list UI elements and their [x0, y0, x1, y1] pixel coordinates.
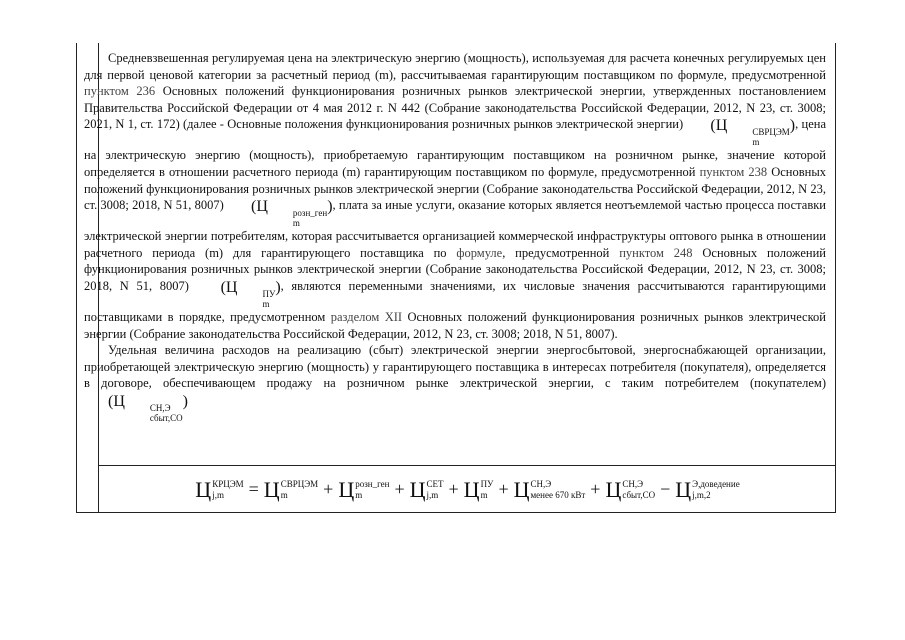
- text-segment: , плата за иные услуги, оказание которых является неотъемлемой частью процесса поставки электрической энергии потребителям, которая рассчитывается организацией коммерческой инфраструктуры оптового рынка в отношении расчетного периода (m) для гарантирующего поставщика по: [84, 198, 826, 260]
- link-punkt-236[interactable]: пунктом 236: [84, 84, 156, 99]
- symbol-sub: сбыт,СО: [149, 412, 183, 423]
- formula-sup: СЕТ: [426, 478, 444, 489]
- text-segment: , являются переменными значениями, их числовые значения рассчитываются гарантирующими поставщиками в порядке, предусмотренном: [84, 278, 826, 324]
- formula-minus: −: [660, 479, 671, 499]
- text-segment: , цена на электрическую энергию (мощность), приобретаемую гарантирующим поставщиком на розничном рынке, значение которой определяется в отношении расчетного периода (m) гарантирующим поставщиком по формуле, предусмотренной: [84, 117, 826, 179]
- formula-sub: сбыт,СО: [622, 489, 656, 500]
- formula-letter: Ц: [463, 476, 480, 502]
- text-segment: Основных положений функционирования розничных рынков электрической энергии (Собрание законодательства Российской Федерации, 2012, N 23, ст. 3008; 2018, N 51, 8007): [84, 164, 826, 213]
- paragraph-sales-costs: [84, 342, 826, 423]
- formula-sup: Э,доведение: [692, 478, 740, 489]
- text-segment: Основных положений функционирования розничных рынков электрической энергии (Собрание законодательства Российской Федерации, 2012, N 23, ст. 3008; 2018, N 51, 8007): [84, 245, 826, 293]
- symbol-pu: (Ц ПУ m ): [220, 278, 281, 309]
- link-razdel-xii[interactable]: разделом XII: [330, 309, 403, 324]
- text-segment: Основных положений функционирования розничных рынков электрической энергии, утвержденных постановлением Правительства Российской Федерации от 4 мая 2012 г. N 442 (Собрание законодательства Российской Федерации, 2012, N 23, ст. 3008; 2021, N 1, ст. 172) (далее - Основные положения функционирования розничных рынков электрической энергии): [84, 84, 826, 132]
- formula-letter: Ц: [263, 476, 280, 502]
- formula-sub: j,m: [426, 489, 439, 500]
- formula-sub: m: [480, 489, 488, 500]
- formula-sub: менее 670 кВт: [530, 489, 586, 500]
- formula-letter: Ц: [338, 476, 355, 502]
- formula-sup: СН,Э: [622, 478, 644, 489]
- symbol-sup: СВРЦЭМ: [752, 127, 790, 138]
- formula-term-3: [410, 477, 444, 503]
- formula-krcem: [99, 466, 836, 513]
- link-punkt-248[interactable]: пунктом 248: [619, 245, 693, 260]
- formula-sup: КРЦЭМ: [212, 478, 244, 489]
- formula-plus: +: [323, 479, 334, 499]
- symbol-svrcem: (Ц СВРЦЭМ m ): [710, 117, 796, 148]
- formula-lhs: [195, 477, 243, 503]
- symbol-letter: Ц: [715, 117, 728, 135]
- symbol-sup: СН,Э: [149, 402, 171, 413]
- symbol-sub: m: [752, 137, 760, 148]
- text-segment: Средневзвешенная регулируемая цена на электрическую энергию (мощность), используемая для расчета конечных регулируемых цен для первой ценовой категории за расчетный период (m), рассчитываемая гарантирующим поставщиком по формуле, предусмотренной: [84, 51, 826, 82]
- formula-term-7: [675, 477, 739, 503]
- text-segment: Основных положений функционирования розничных рынков электрической энергии (Собрание законодательства Российской Федерации, 2012, N 23, ст. 3008; 2018, N 51, 8007).: [84, 309, 826, 341]
- formula-sup: розн_ген: [355, 478, 390, 489]
- symbol-letter: Ц: [113, 392, 125, 410]
- formula-letter: Ц: [195, 476, 212, 502]
- formula-letter: Ц: [513, 476, 530, 502]
- formula-sub: m: [355, 489, 363, 500]
- formula-letter: Ц: [409, 476, 426, 502]
- symbol-sub: m: [262, 298, 270, 309]
- formula-term-6: [605, 477, 655, 503]
- formula-sup: ПУ: [480, 478, 494, 489]
- symbol-sub: m: [292, 218, 300, 229]
- symbol-sup: ПУ: [262, 288, 276, 299]
- symbol-rozn-gen: (Ц розн_ген m ): [251, 198, 333, 229]
- link-punkt-238[interactable]: пунктом 238: [699, 164, 768, 179]
- formula-sup: СН,Э: [530, 478, 552, 489]
- link-formula[interactable]: формуле: [456, 245, 503, 260]
- formula-sub: j,m,2: [692, 489, 711, 500]
- symbol-sup: розн_ген: [292, 208, 328, 219]
- formula-term-4: [464, 477, 494, 503]
- text-segment: Удельная величина расходов на реализацию (сбыт) электрической энергии энергосбытовой, энергоснабжающей организации, приобретающей электрическую энергию (мощность) у гарантирующего поставщика в интересах потребителя (покупателя), определяется в договоре, обеспечивающем продажу на розничном рынке электрической энергии, с таким потребителем (покупателем): [84, 343, 826, 391]
- formula-term-1: [264, 477, 318, 503]
- formula-term-2: [338, 477, 389, 503]
- formula-sup: СВРЦЭМ: [280, 478, 319, 489]
- formula-equals: =: [248, 479, 259, 499]
- formula-letter: Ц: [605, 476, 622, 502]
- symbol-letter: Ц: [256, 198, 268, 216]
- formula-term-5: [514, 477, 586, 503]
- formula-plus: +: [394, 479, 405, 499]
- symbol-letter: Ц: [225, 278, 238, 296]
- formula-letter: Ц: [675, 476, 692, 502]
- symbol-sbyt-so: (Ц СН,Э сбыт,СО ): [108, 392, 188, 423]
- formula-plus: +: [448, 479, 459, 499]
- formula-sub: j,m: [212, 489, 224, 500]
- formula-sub: m: [280, 489, 288, 500]
- text-segment: , предусмотренной: [502, 245, 620, 260]
- paragraph-prices: [84, 50, 826, 342]
- formula-plus: +: [590, 479, 601, 499]
- text-cell: [84, 50, 826, 423]
- formula-plus: +: [498, 479, 509, 499]
